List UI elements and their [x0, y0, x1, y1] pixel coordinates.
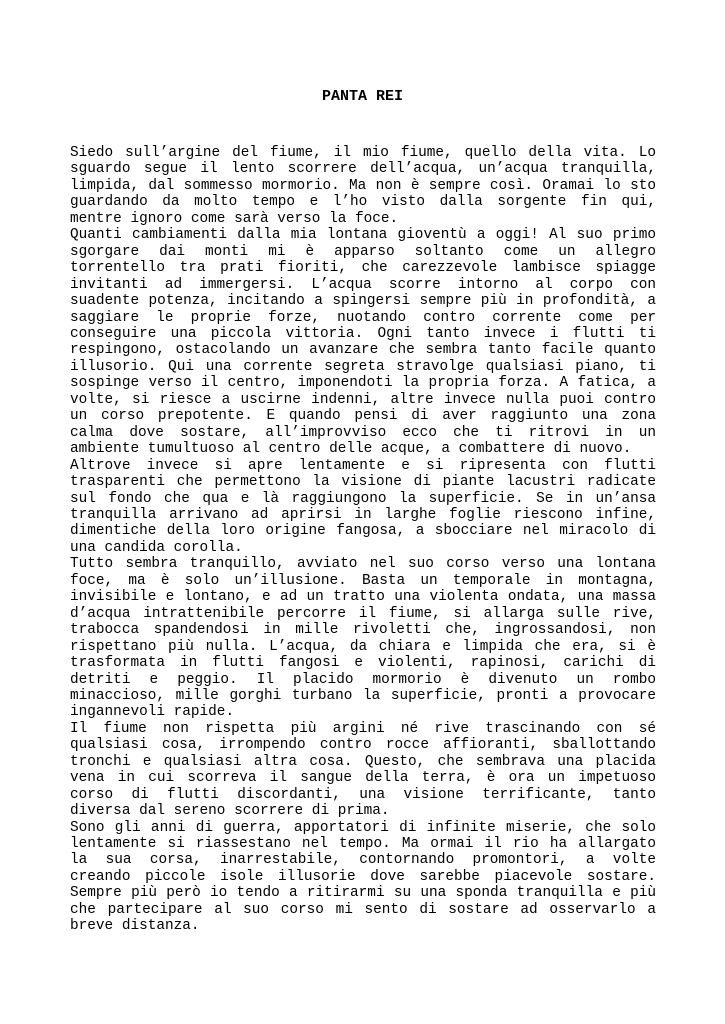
paragraph-1: Siedo sull’argine del fiume, il mio fiume, quello della vita. Lo sguardo segue il lento scorrere dell’acqua, un’acqua tranquilla, limpida, dal sommesso mormorio. Ma non è sempre così. Oramai lo sto guardando da molto tempo e l’ho visto dalla sorgente fin qui, mentre ignoro come sarà verso la foce.	[70, 145, 656, 227]
document-body	[70, 145, 656, 935]
paragraph-2: Quanti cambiamenti dalla mia lontana gioventù a oggi! Al suo primo sgorgare dai monti mi è apparso soltanto come un allegro torrentello tra prati fioriti, che carezzevole lambisce spiagge invitanti ad immergersi. L’acqua scorre intorno al corpo con suadente potenza, incitando a spingersi sempre più in profondità, a saggiare le proprie forze, nuotando contro corrente come per conseguire una piccola vittoria. Ogni tanto invece i flutti ti respingono, ostacolando un avanzare che sembra tanto facile quanto illusorio. Qui una corrente segreta stravolge qualsiasi piano, ti sospinge verso il centro, imponendoti la propria forza. A fatica, a volte, si riesce a uscirne indenni, altre invece nulla puoi contro un corso prepotente. E quando pensi di aver raggiunto una zona calma dove sostare, all’improvviso ecco che ti ritrovi in un ambiente tumultuoso al centro delle acque, a combattere di nuovo.	[70, 227, 656, 458]
paragraph-4: Tutto sembra tranquillo, avviato nel suo corso verso una lontana foce, ma è solo un’illusione. Basta un temporale in montagna, invisibile e lontano, e ad un tratto una violenta ondata, una massa d’acqua intrattenibile percorre il fiume, si allarga sulle rive, trabocca spandendosi in mille rivoletti che, ingrossandosi, non rispettano più nulla. L’acqua, da chiara e limpida che era, si è trasformata in flutti fangosi e violenti, rapinosi, carichi di detriti e peggio. Il placido mormorio è divenuto un rombo minaccioso, mille gorghi turbano la superficie, pronti a provocare ingannevoli rapide.	[70, 556, 656, 721]
paragraph-6: Sono gli anni di guerra, apportatori di infinite miserie, che solo lentamente si riassestano nel tempo. Ma ormai il rio ha allargato la sua corsa, inarrestabile, contornando promontori, a volte creando piccole isole illusorie dove sarebbe piacevole sostare. Sempre più però io tendo a ritirarmi su una sponda tranquilla e più che partecipare al suo corso mi sento di sostare ad osservarlo a breve distanza.	[70, 819, 656, 935]
document-title-text: PANTA REI	[321, 88, 403, 105]
document-title	[0, 88, 725, 106]
paragraph-3: Altrove invece si apre lentamente e si ripresenta con flutti trasparenti che permettono la visione di piante lacustri radicate sul fondo che qua e là raggiungono la superficie. Se in un’ansa tranquilla arrivano ad aprirsi in larghe foglie riescono infine, dimentiche della loro origine fangosa, a sbocciare nel miracolo di una candida corolla.	[70, 457, 656, 556]
paragraph-5: Il fiume non rispetta più argini né rive trascinando con sé qualsiasi cosa, irrompendo contro rocce affioranti, sballottando tronchi e qualsiasi altra cosa. Questo, che sembrava una placida vena in cui scorreva il sangue della terra, è ora un impetuoso corso di flutti discordanti, una visione terrificante, tanto diversa dal sereno scorrere di prima.	[70, 720, 656, 820]
